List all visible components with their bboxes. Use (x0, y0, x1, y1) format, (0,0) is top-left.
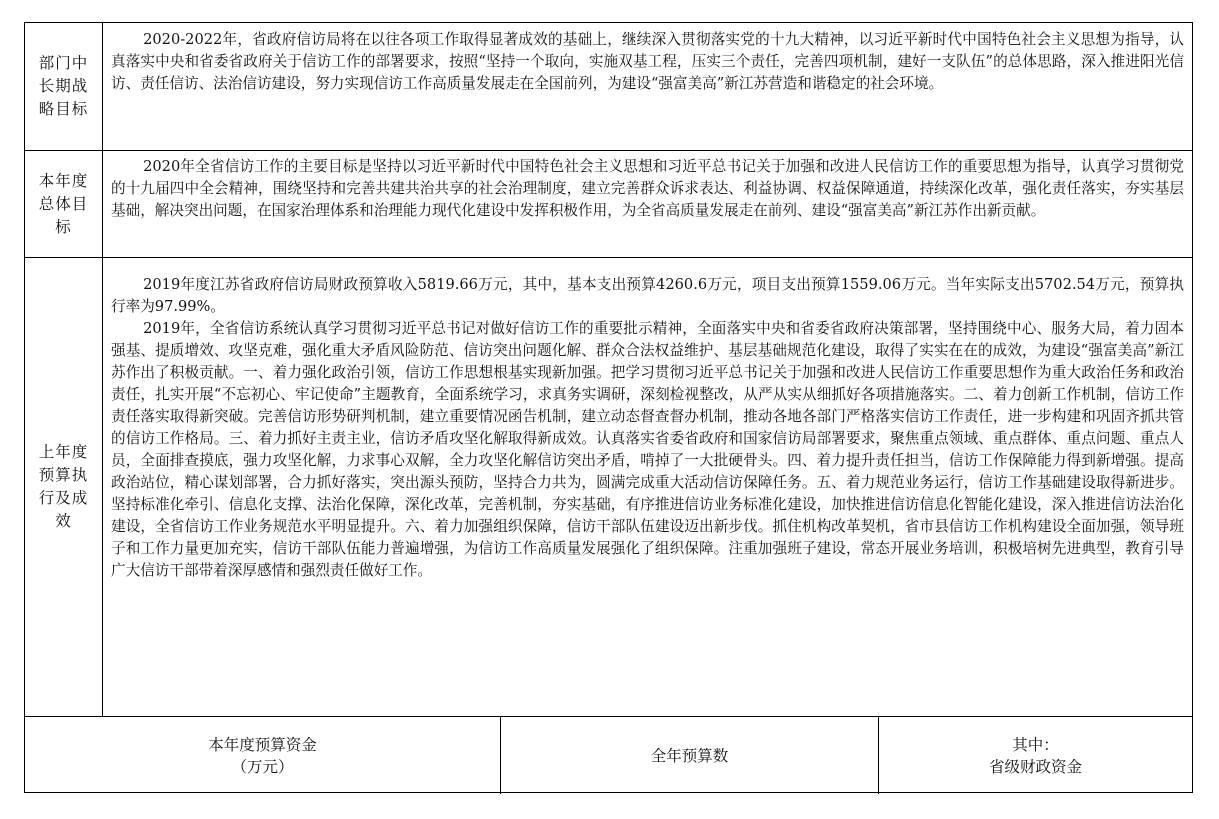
paragraph: 2020年全省信访工作的主要目标是坚持以习近平新时代中国特色社会主义思想和习近平总书记关于加强和改进人民信访工作的重要思想为指导，认真学习贯彻党的十九届四中全会精神，围绕坚持和完善共建共治共享的社会治理制度，建立完善群众诉求表达、利益协调、权益保障通道，持续深化改革，强化责任落实，夯实基层基础，解决突出问题，在国家治理体系和治理能力现代化建设中发挥积极作用，为全省高质量发展走在前列、建设“强富美高”新江苏作出新贡献。 (111, 158, 1184, 219)
paragraph: 2020-2022年，省政府信访局将在以往各项工作取得显著成效的基础上，继续深入贯彻落实党的十九大精神，以习近平新时代中国特色社会主义思想为指导，认真落实中央和省委省政府关于信访工作的部署要求，按照“坚持一个取向，实施双基工程，压实三个责任，完善四项机制，建好一支队伍”的总体思路，深入推进阳光信访、责任信访、法治信访建设，努力实现信访工作高质量发展走在全国前列，为建设“强富美高”新江苏营造和谐稳定的社会环境。 (111, 31, 1184, 92)
budget-header-row (25, 717, 1192, 794)
budget-funds-label: 本年度预算资金 (208, 735, 317, 754)
budget-funds-header (25, 717, 501, 794)
table-row (25, 151, 1192, 258)
paragraph: 2019年，全省信访系统认真学习贯彻习近平总书记对做好信访工作的重要批示精神，全面落实中央和省委省政府决策部署，坚持围绕中心、服务大局，着力固本强基、提质增效、攻坚克难，强化重大矛盾风险防范、信访突出问题化解、群众合法权益维护、基层基础规范化建设，取得了实实在在的成效，为建设“强富美高”新江苏作出了积极贡献。一、着力强化政治引领，信访工作思想根基实现新加强。把学习贯彻习近平总书记关于加强和改进人民信访工作重要思想作为重大政治任务和政治责任，扎实开展“不忘初心、牢记使命”主题教育，全面系统学习，求真务实调研，深刻检视整改，从严从实从细抓好各项措施落实。二、着力创新工作机制，信访工作责任落实取得新突破。完善信访形势研判机制，建立重要情况函告机制，建立动态督查督办机制，推动各地各部门严格落实信访工作责任，进一步构建和巩固齐抓共管的信访工作格局。三、着力抓好主责主业，信访矛盾攻坚化解取得新成效。认真落实省委省政府和国家信访局部署要求，聚焦重点领域、重点群体、重点问题、重点人员，全面排查摸底，强力攻坚化解，力求事心双解，全力攻坚化解信访突出矛盾，啃掉了一大批硬骨头。四、着力提升责任担当，信访工作保障能力得到新增强。提高政治站位，精心谋划部署，合力抓好落实，突出源头预防，坚持合力共为，圆满完成重大活动信访保障任务。五、着力规范业务运行，信访工作基础建设取得新进步。坚持标准化牵引、信息化支撑、法治化保障，深化改革，完善机制，夯实基础，有序推进信访业务标准化建设，加快推进信访信息化智能化建设，深入推进信访法治化建设，全省信访工作业务规范水平明显提升。六、着力加强组织保障，信访干部队伍建设迈出新步伐。抓住机构改革契机，省市县信访工作机构建设全面加强，领导班子和工作力量更加充实，信访干部队伍能力普遍增强，为信访工作高质量发展强化了组织保障。注重加强班子建设，常态开展业务培训，积极培树先进典型，教育引导广大信访干部带着深厚感情和强烈责任做好工作。 (111, 320, 1184, 579)
goals-table (24, 22, 1193, 793)
row-label-cell (25, 23, 103, 150)
row-label: 本年度总体目标 (38, 171, 89, 236)
row-label: 上年度预算执行及成效 (38, 443, 89, 530)
table-row (25, 23, 1192, 151)
table-row (25, 258, 1192, 717)
paragraph: 2019年度江苏省政府信访局财政预算收入5819.66万元，其中，基本支出预算4260.6万元，项目支出预算1559.06万元。当年实际支出5702.54万元，预算执行率为97.99%。 (111, 276, 1184, 315)
row-label: 部门中长期战略目标 (38, 54, 89, 118)
row-content (103, 151, 1192, 257)
row-content (103, 23, 1192, 150)
row-content (103, 258, 1192, 716)
provincial-funds-header (879, 717, 1192, 794)
row-label-cell (25, 258, 103, 716)
annual-budget-header (501, 717, 879, 794)
budget-funds-unit: （万元） (231, 757, 294, 776)
provincial-funds-prefix: 其中： (1012, 735, 1059, 754)
annual-budget-label: 全年预算数 (650, 746, 729, 765)
provincial-funds-label: 省级财政资金 (988, 757, 1082, 776)
row-label-cell (25, 151, 103, 257)
